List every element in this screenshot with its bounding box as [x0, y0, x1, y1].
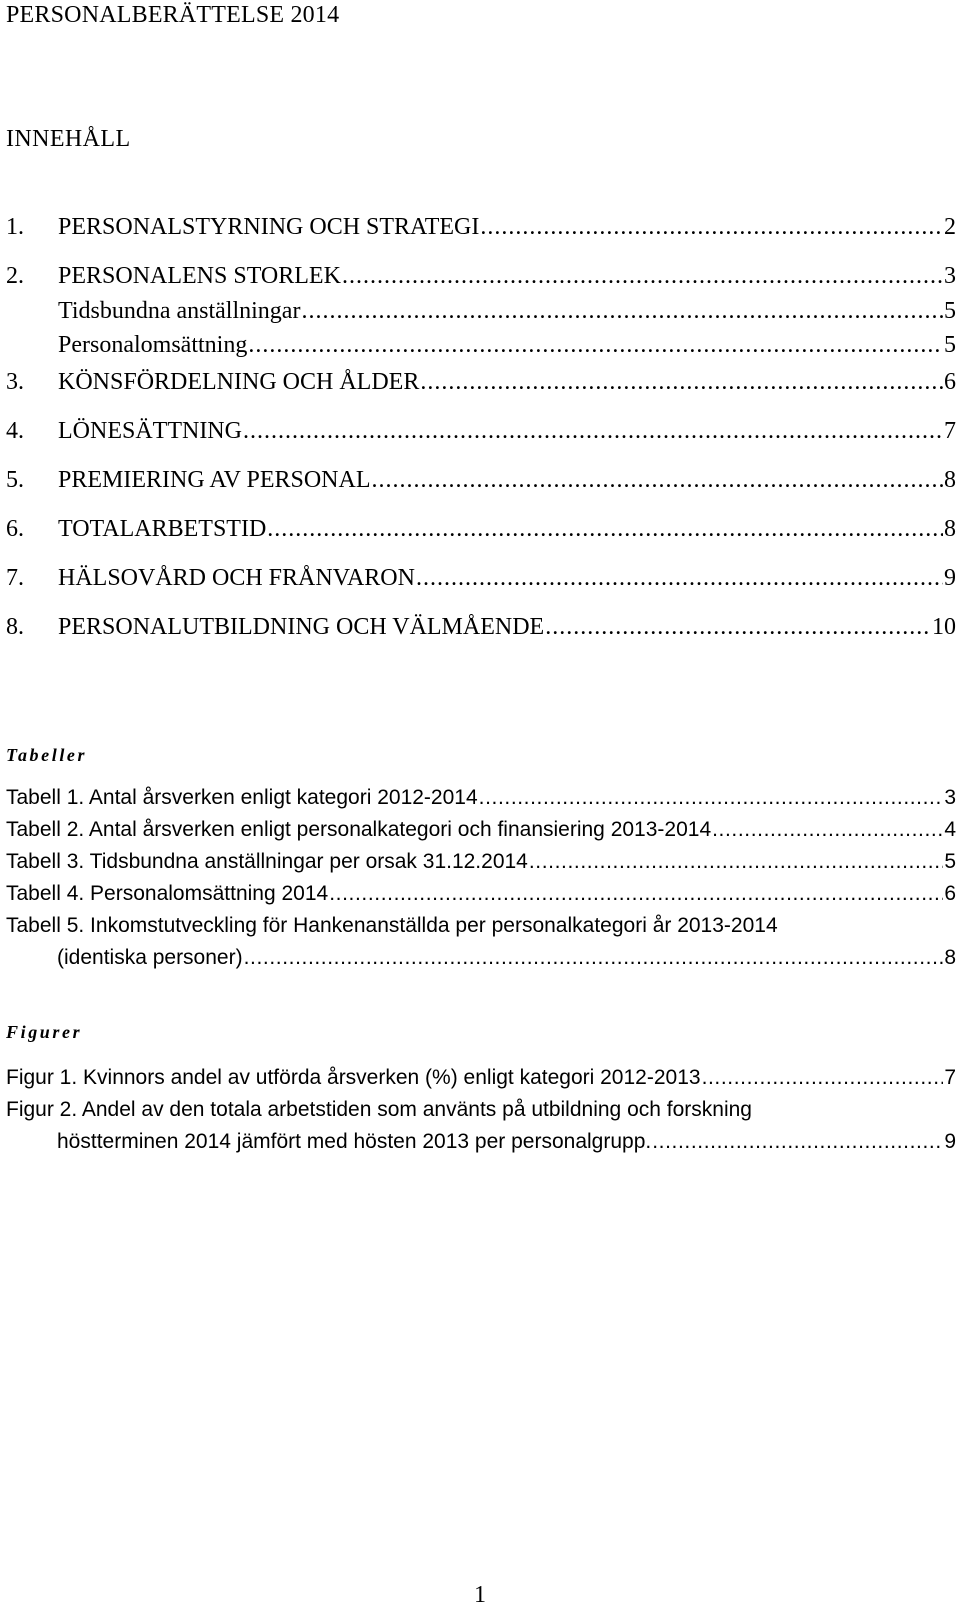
dot-leader: [244, 946, 944, 970]
table-entry-page: 3: [944, 786, 956, 809]
figure-entry-label: Figur 1. Kvinnors andel av utförda årsverken (%) enligt kategori 2012-2013: [6, 1066, 701, 1089]
toc-entry-number: 1.: [6, 214, 24, 240]
dot-leader: [420, 369, 943, 396]
toc-entry-label: TOTALARBETSTID: [58, 516, 267, 542]
toc-entry-label: Personalomsättning: [58, 332, 248, 358]
toc-entry-number: 5.: [6, 467, 24, 493]
table-entry-page: 6: [944, 882, 956, 905]
toc-entry-page: 3: [944, 263, 956, 289]
toc-heading: INNEHÅLL: [6, 126, 131, 152]
toc-entry-page: 8: [944, 516, 956, 542]
table-entry-label: Tabell 1. Antal årsverken enligt kategori 2012-2014: [6, 786, 478, 809]
figure-entry-label: Figur 2. Andel av den totala arbetstiden som använts på utbildning och forskning: [6, 1098, 752, 1121]
tables-list: [6, 786, 956, 978]
dot-leader: [416, 565, 943, 592]
toc-entry-page: 5: [944, 298, 956, 324]
figure-entry-label-continued: höstterminen 2014 jämfört med hösten 2013 per personalgrupp.: [57, 1130, 652, 1153]
toc-entry-page: 5: [944, 332, 956, 358]
dot-leader: [702, 1066, 944, 1090]
figures-list: [6, 1066, 956, 1162]
toc-entry-label: PREMIERING AV PERSONAL: [58, 467, 371, 493]
table-entry-label: Tabell 2. Antal årsverken enligt personalkategori och finansiering 2013-2014: [6, 818, 712, 841]
dot-leader: [243, 418, 943, 445]
toc-entry-page: 7: [944, 418, 956, 444]
toc-entry-5[interactable]: [6, 467, 956, 516]
toc-entry-label: KÖNSFÖRDELNING OCH ÅLDER: [58, 369, 420, 395]
toc-entry-label: Tidsbundna anställningar: [58, 298, 301, 324]
toc-main-list: [6, 214, 956, 663]
toc-entry-page: 8: [944, 467, 956, 493]
tables-heading: Tabeller: [6, 745, 88, 765]
toc-entry-number: 8.: [6, 614, 24, 640]
toc-entry-page: 9: [944, 565, 956, 591]
dot-leader: [529, 850, 943, 874]
toc-entry-number: 4.: [6, 418, 24, 444]
table-entry-2[interactable]: [6, 818, 956, 850]
table-entry-4[interactable]: [6, 882, 956, 914]
toc-entry-label: PERSONALUTBILDNING OCH VÄLMÅENDE: [58, 614, 545, 640]
table-entry-1[interactable]: [6, 786, 956, 818]
dot-leader: [545, 614, 931, 641]
dot-leader: [480, 214, 943, 241]
table-entry-label-continued: (identiska personer): [57, 946, 243, 969]
toc-entry-2b[interactable]: [6, 332, 956, 369]
table-entry-label: Tabell 3. Tidsbundna anställningar per orsak 31.12.2014: [6, 850, 528, 873]
table-entry-page: 5: [944, 850, 956, 873]
toc-entry-label: HÄLSOVÅRD OCH FRÅNVARON: [58, 565, 415, 591]
toc-entry-number: 7.: [6, 565, 24, 591]
toc-entry-2[interactable]: [6, 263, 956, 298]
figure-entry-page: 9: [944, 1130, 956, 1153]
dot-leader: [479, 786, 944, 810]
dot-leader: [712, 818, 943, 842]
table-entry-label: Tabell 5. Inkomstutveckling för Hankenanställda per personalkategori år 2013-2014: [6, 914, 778, 937]
dot-leader: [248, 332, 943, 359]
toc-entry-number: 3.: [6, 369, 24, 395]
toc-entry-number: 2.: [6, 263, 24, 289]
toc-entry-label: PERSONALENS STORLEK: [58, 263, 341, 289]
page-number: 1: [474, 1582, 486, 1608]
dot-leader: [652, 1130, 943, 1154]
toc-entry-page: 2: [944, 214, 956, 240]
table-entry-page: 4: [944, 818, 956, 841]
dot-leader: [267, 516, 943, 543]
toc-entry-page: 10: [932, 614, 956, 640]
table-entry-5[interactable]: [6, 914, 956, 978]
toc-entry-2a[interactable]: [6, 298, 956, 332]
toc-entry-3[interactable]: [6, 369, 956, 418]
toc-entry-4[interactable]: [6, 418, 956, 467]
figure-entry-page: 7: [944, 1066, 956, 1089]
dot-leader: [329, 882, 943, 906]
table-entry-3[interactable]: [6, 850, 956, 882]
toc-entry-6[interactable]: [6, 516, 956, 565]
dot-leader: [372, 467, 943, 494]
toc-entry-page: 6: [944, 369, 956, 395]
dot-leader: [301, 298, 943, 325]
document-title: PERSONALBERÄTTELSE 2014: [6, 2, 340, 28]
toc-entry-label: LÖNESÄTTNING: [58, 418, 242, 444]
toc-entry-7[interactable]: [6, 565, 956, 614]
figures-heading: Figurer: [6, 1022, 83, 1042]
figure-entry-1[interactable]: [6, 1066, 956, 1098]
toc-entry-label: PERSONALSTYRNING OCH STRATEGI: [58, 214, 480, 240]
table-entry-page: 8: [944, 946, 956, 969]
toc-entry-8[interactable]: [6, 614, 956, 663]
dot-leader: [342, 263, 943, 290]
table-entry-label: Tabell 4. Personalomsättning 2014: [6, 882, 329, 905]
toc-entry-1[interactable]: [6, 214, 956, 263]
figure-entry-2[interactable]: [6, 1098, 956, 1162]
toc-entry-number: 6.: [6, 516, 24, 542]
